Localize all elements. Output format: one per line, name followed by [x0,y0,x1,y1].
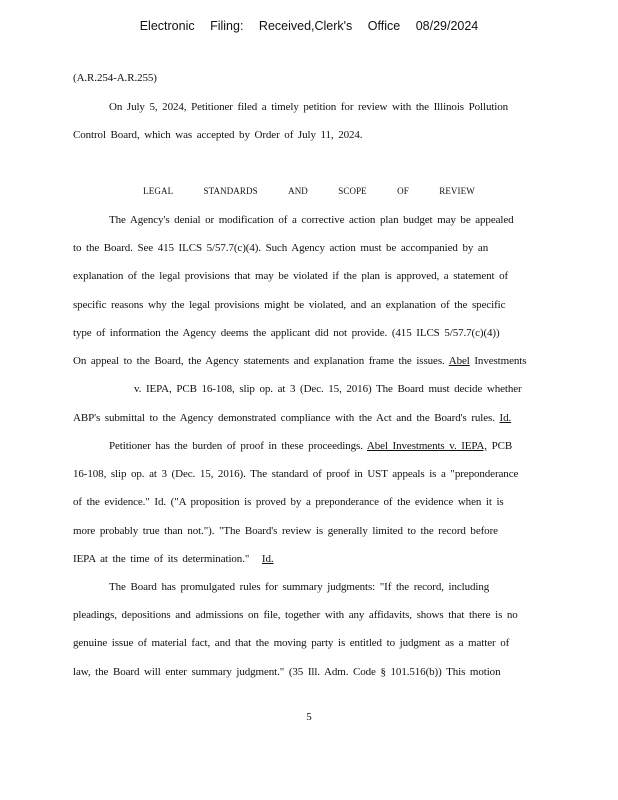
text-line: law, the Board will enter summary judgment." (35 Ill. Adm. Code § 101.516(b)) This motion [73,666,501,678]
case-name: Abel [448,355,470,367]
citation-id: Id. [261,553,274,565]
text-line: of the evidence." Id. ("A proposition is proved by a preponderance of the evidence when it is [73,496,504,508]
text-line: more probably true than not."). "The Board's review is generally limited to the record before [73,525,498,537]
text-line: to the Board. See 415 ILCS 5/57.7(c)(4). Such Agency action must be accompanied by an [73,242,489,254]
text-line: type of information the Agency deems the applicant did not provide. (415 ILCS 5/57.7(c)(4)) [73,327,500,339]
header-received: Received,Clerk's [258,19,353,33]
text-span: Petitioner has the burden of proof in these proceedings. [109,440,363,452]
text-span: IEPA at the time of its determination." [73,553,250,565]
text-line: Control Board, which was accepted by Order of July 11, 2024. [73,129,363,141]
text-line: The Board has promulgated rules for summary judgments: "If the record, including [109,581,490,593]
text-line: On July 5, 2024, Petitioner filed a timely petition for review with the Illinois Pollution [109,101,509,113]
text-span: PCB [491,440,513,452]
text-span: On appeal to the Board, the Agency statements and explanation frame the issues. [73,355,445,367]
header-electronic: Electronic [139,19,195,33]
text-line: 16-108, slip op. at 3 (Dec. 15, 2016). The standard of proof in UST appeals is a "preponderance [73,468,519,480]
page-number: 5 [306,711,312,723]
case-name: Abel Investments v. IEPA, [366,440,487,452]
heading-word: AND [288,186,308,196]
text-line: genuine issue of material fact, and that the moving party is entitled to judgment as a matter of [73,637,510,649]
text-line: pleadings, depositions and admissions on file, together with any affidavits, shows that there is no [73,609,518,621]
text-line: The Agency's denial or modification of a corrective action plan budget may be appealed [109,214,514,226]
text-line: v. IEPA, PCB 16-108, slip op. at 3 (Dec. 15, 2016) The Board must decide whether [134,383,522,395]
header-date: 08/29/2024 [415,19,479,33]
heading-word: OF [397,186,409,196]
heading-word: LEGAL [143,186,174,196]
text-line [109,440,512,452]
text-line [73,412,511,424]
text-span: ABP's submittal to the Agency demonstrated compliance with the Act and the Board's rules. [73,412,495,424]
case-name: Investments [474,355,527,367]
header-filing: Filing: [210,19,244,33]
citation-id: Id. [499,412,512,424]
heading-word: REVIEW [439,186,475,196]
text-line: specific reasons why the legal provisions might be violated, and an explanation of the specific [73,299,506,311]
filing-header [0,19,618,33]
header-office: Office [367,19,401,33]
text-line [73,355,526,367]
text-line [73,553,274,565]
record-citation: (A.R.254-A.R.255) [73,72,157,84]
section-heading [0,186,618,196]
text-line: explanation of the legal provisions that may be violated if the plan is approved, a statement of [73,270,509,282]
heading-word: SCOPE [338,186,367,196]
heading-word: STANDARDS [203,186,258,196]
